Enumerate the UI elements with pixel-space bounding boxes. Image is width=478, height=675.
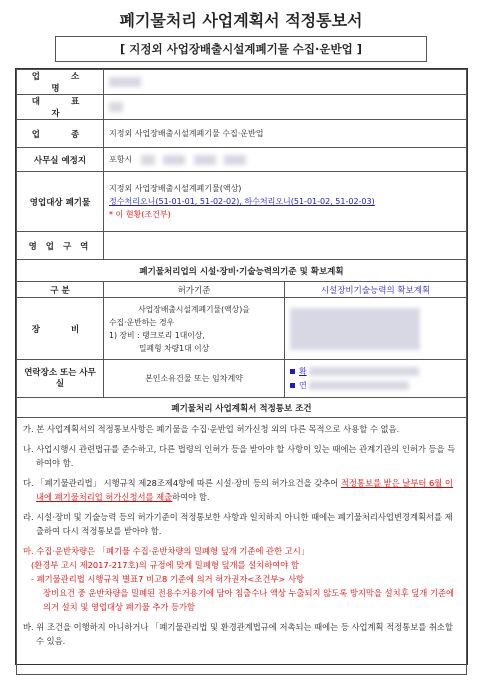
condition-da-text: 다. 「폐기물관리법」 시행규칙 제28조제4항에 따른 시설·장비 등의 허가요건을 갖추어 bbox=[23, 478, 341, 488]
document-subtitle: [ 지정외 사업장배출시설계폐기물 수집·운반업 ] bbox=[55, 36, 427, 62]
redacted-block bbox=[163, 155, 185, 165]
office-row bbox=[17, 148, 467, 172]
ceo-row bbox=[17, 95, 467, 120]
redacted-block bbox=[194, 155, 216, 165]
waste-value bbox=[104, 172, 467, 232]
waste-row bbox=[17, 172, 467, 232]
col-category: 구 분 bbox=[17, 282, 104, 298]
business-label: 업 종 bbox=[17, 120, 104, 148]
plan-item-1: 확 bbox=[299, 366, 307, 376]
equip-plan bbox=[285, 298, 467, 360]
info-table bbox=[16, 69, 467, 260]
bullet-icon bbox=[290, 369, 295, 374]
redacted-block bbox=[290, 308, 420, 350]
area-label: 영 업 구 역 bbox=[17, 232, 104, 260]
document-title: 폐기물처리 사업계획서 적정통보서 bbox=[119, 11, 363, 30]
condition-da-highlight: 적정통보를 받은 날부터 6월 이내에 폐기물처리업 허가신청서를 제출 bbox=[36, 478, 453, 502]
condition-ba: 바. 위 조건을 이행하지 아니하거나 「폐기물관리법 및 환경관계법규에 저촉되는 때에는 등 사업계획 적정통보를 취소할 수 있음. bbox=[23, 622, 453, 646]
condition-ma-3: - 폐기물관리법 시행규칙 별표7 비고8 기준에 의거 허가권자<조건부> 사항 bbox=[31, 574, 304, 584]
equip-label: 장 비 bbox=[17, 298, 104, 360]
col-plan: 시설장비기술능력의 확보계획 bbox=[285, 282, 467, 298]
condition-ma-1: 마. 수집·운반차량은 「폐기물 수집·운반차량의 밀폐형 덮개 기준에 관한 고시」 bbox=[23, 546, 310, 556]
equip-standard bbox=[104, 298, 285, 360]
document bbox=[15, 4, 467, 646]
redacted-block bbox=[141, 155, 155, 165]
redacted-block bbox=[224, 155, 246, 165]
capacity-table bbox=[16, 259, 467, 675]
area-row bbox=[17, 232, 467, 260]
conditions-heading: 폐기물처리 사업계획서 적정통보 조건 bbox=[17, 398, 467, 418]
conditions-body bbox=[17, 418, 467, 675]
condition-na: 나. 사업시행시 관련법규를 준수하고, 다른 법령의 인허가 등을 받아야 할 사항이 있는 때에는 관계기관의 인허가 등을 득하여야 함. bbox=[23, 444, 456, 468]
company-value bbox=[104, 70, 467, 95]
bullet-icon bbox=[290, 383, 295, 388]
redacted-block bbox=[309, 367, 419, 376]
col-standard: 허가기준 bbox=[104, 282, 285, 298]
equip-std-4: 밀폐형 차량1대 이상 bbox=[139, 343, 210, 353]
office-city: 포항시 bbox=[109, 155, 133, 164]
equip-std-3: 1) 장비 : 탱크로리 1대이상, bbox=[109, 330, 205, 340]
business-value: 지정외 사업장배출시설계폐기물 수집·운반업 bbox=[104, 120, 467, 148]
condition-ma-2: (환경부 고시 제2017-217호)의 규정에 맞게 밀폐형 덮개를 설치하여야 함 bbox=[31, 560, 299, 570]
contact-office-label: 연락장소 또는 사무실 bbox=[17, 360, 104, 398]
condition-ga: 가. 본 사업계획서의 적정통보사항은 폐기물을 수집·운반업 허가신청 외의 다른 목적으로 사용할 수 없음. bbox=[23, 424, 400, 434]
waste-label: 영업대상 폐기물 bbox=[17, 172, 104, 232]
business-row bbox=[17, 120, 467, 148]
contact-office-plan bbox=[285, 360, 467, 398]
condition-ma-4: 장비요건 중 운반차량을 밀폐된 전용수거용기에 담아 침출수나 액상 누출되지 않도록 방지막을 설치후 덮개 기준에 의거 설치 및 영업대상 폐기물 추가 등가함 bbox=[43, 588, 454, 612]
content-frame bbox=[15, 68, 468, 665]
waste-line-3: * 이 현황(조건부) bbox=[109, 210, 171, 219]
condition-ma bbox=[23, 544, 460, 614]
condition-da bbox=[23, 476, 460, 504]
company-label: 업 소 명 bbox=[17, 70, 104, 95]
redacted-block bbox=[109, 77, 141, 87]
waste-line-1: 지정외 사업장배출시설계폐기물(액상) bbox=[109, 184, 242, 193]
equip-std-1: 사업장배출시설계폐기물(액상)을 bbox=[138, 304, 250, 314]
contact-office-standard: 본인소유건물 또는 임차계약 bbox=[104, 360, 285, 398]
company-row bbox=[17, 70, 467, 95]
ceo-label: 대 표 자 bbox=[17, 95, 104, 120]
redacted-block bbox=[109, 102, 123, 112]
condition-da-end: 하여야 함. bbox=[172, 492, 210, 502]
area-value bbox=[104, 232, 467, 260]
plan-item-2: 연 bbox=[299, 380, 307, 390]
equip-std-2: 수집·운반하는 경우 bbox=[109, 317, 175, 327]
redacted-block bbox=[309, 381, 409, 390]
ceo-value bbox=[104, 95, 467, 120]
office-label: 사무실 예정지 bbox=[17, 148, 104, 172]
waste-line-2: 정수처리오니(51-01-01, 51-02-02), 하수처리오니(51-01-02, 51-02-03) bbox=[109, 197, 375, 206]
condition-ra: 라. 시설·장비 및 기술능력 등의 허가기준이 적정통보한 사항과 일치하지 아니한 때에는 폐기물처리사업변경계획서를 제출하여 다시 적정통보를 받아야 함. bbox=[23, 512, 453, 536]
office-value bbox=[104, 148, 467, 172]
capacity-heading: 폐기물처리업의 시설·장비·기술능력의기준 및 확보계획 bbox=[17, 260, 467, 282]
